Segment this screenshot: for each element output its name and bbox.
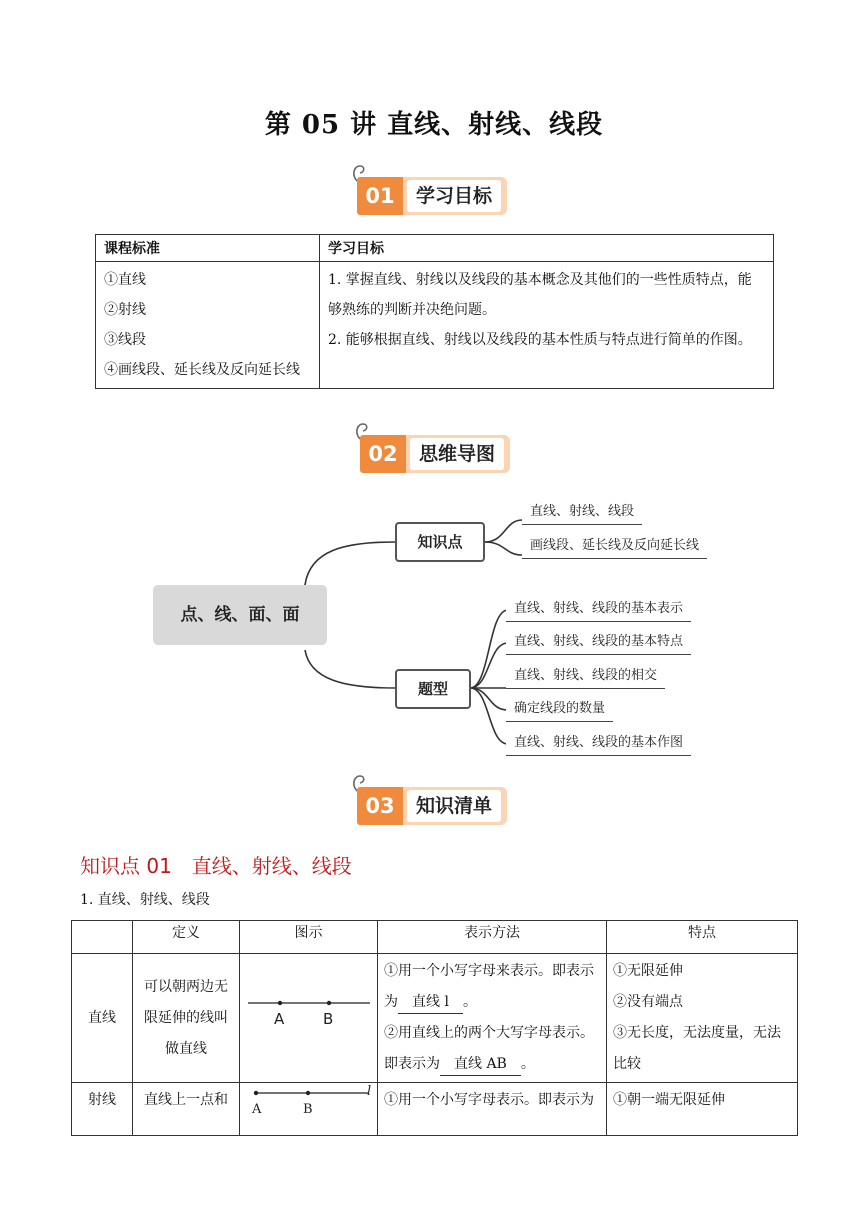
goals-table [95, 234, 774, 389]
line-figure [240, 987, 377, 1037]
mind-map-leaf: 确定线段的数量 [506, 697, 613, 722]
badge-number: 03 [357, 787, 403, 825]
feature-item: ②没有端点 [613, 994, 683, 1010]
knowledge-point-title: 知识点 01 直线、射线、线段 [80, 854, 352, 878]
row-name: 直线 [72, 954, 133, 1083]
table-header: 图示 [240, 921, 378, 954]
badge-label: 知识清单 [407, 790, 501, 822]
mind-map-branch-questions: 题型 [395, 669, 471, 709]
section-badge-knowledge [349, 778, 519, 828]
goal-item: 2. 能够根据直线、射线以及线段的基本性质与特点进行简单的作图。 [328, 332, 752, 348]
point-label: B [303, 1102, 313, 1117]
table-row [72, 954, 798, 1083]
mind-map-leaf: 直线、射线、线段的基本特点 [506, 630, 691, 655]
feature-item: ①朝一端无限延伸 [607, 1083, 798, 1136]
mind-map-leaf: 画线段、延长线及反向延长线 [522, 534, 707, 559]
table-header: 学习目标 [320, 235, 774, 262]
page-title: 第 05 讲 直线、射线、线段 [264, 110, 604, 140]
mind-map-branch-knowledge: 知识点 [395, 522, 485, 562]
method-text: 。 [520, 1056, 535, 1072]
standard-item: ④画线段、延长线及反向延长线 [104, 362, 300, 378]
table-header: 课程标准 [96, 235, 320, 262]
table-header: 表示方法 [378, 921, 607, 954]
line-label: l [367, 1084, 372, 1099]
table-header [72, 921, 133, 954]
section-badge-goals [349, 168, 519, 218]
point-label: A [252, 1102, 262, 1117]
ray-figure [240, 1083, 377, 1123]
badge-number: 02 [360, 435, 406, 473]
row-definition: 直线上一点和 [133, 1083, 240, 1136]
badge-label: 思维导图 [410, 438, 504, 470]
mind-map-leaf: 直线、射线、线段 [522, 500, 642, 525]
method-text: ①用一个小写字母表示。即表示为 [378, 1083, 607, 1136]
section-badge-mindmap [352, 426, 522, 476]
point-label: A [274, 1010, 285, 1028]
method-answer: 直线 AB [440, 1053, 521, 1076]
row-definition: 可以朝两边无限延伸的线叫做直线 [133, 954, 240, 1083]
table-header: 特点 [607, 921, 798, 954]
mind-map-leaf: 直线、射线、线段的基本表示 [506, 597, 691, 622]
feature-item: ③无长度，无法度量，无法比较 [613, 1025, 781, 1072]
knowledge-point-subtitle: 1. 直线、射线、线段 [80, 892, 210, 908]
feature-item: ①无限延伸 [613, 963, 683, 979]
method-text: 。 [462, 994, 477, 1010]
mind-map-root: 点、线、面、面 [153, 585, 327, 645]
badge-number: 01 [357, 177, 403, 215]
point-label: B [323, 1010, 334, 1028]
mind-map-leaf: 直线、射线、线段的相交 [506, 664, 665, 689]
badge-label: 学习目标 [407, 180, 501, 212]
table-header: 定义 [133, 921, 240, 954]
method-answer: 直线 l [398, 991, 463, 1014]
mind-map-leaf: 直线、射线、线段的基本作图 [506, 731, 691, 756]
method-text: ①用一个小写字母来表示。即表示为 [384, 963, 594, 1010]
standard-item: ③线段 [104, 332, 146, 348]
row-name: 射线 [72, 1083, 133, 1136]
standard-item: ①直线 [104, 272, 146, 288]
method-text: ②用直线上的两个大写字母表示。即表示为 [384, 1025, 594, 1072]
lines-table [71, 920, 798, 1136]
table-row [72, 1083, 798, 1136]
goal-item: 1. 掌握直线、射线以及线段的基本概念及其他们的一些性质特点，能够熟练的判断并决绝问题。 [328, 272, 752, 318]
standard-item: ②射线 [104, 302, 146, 318]
